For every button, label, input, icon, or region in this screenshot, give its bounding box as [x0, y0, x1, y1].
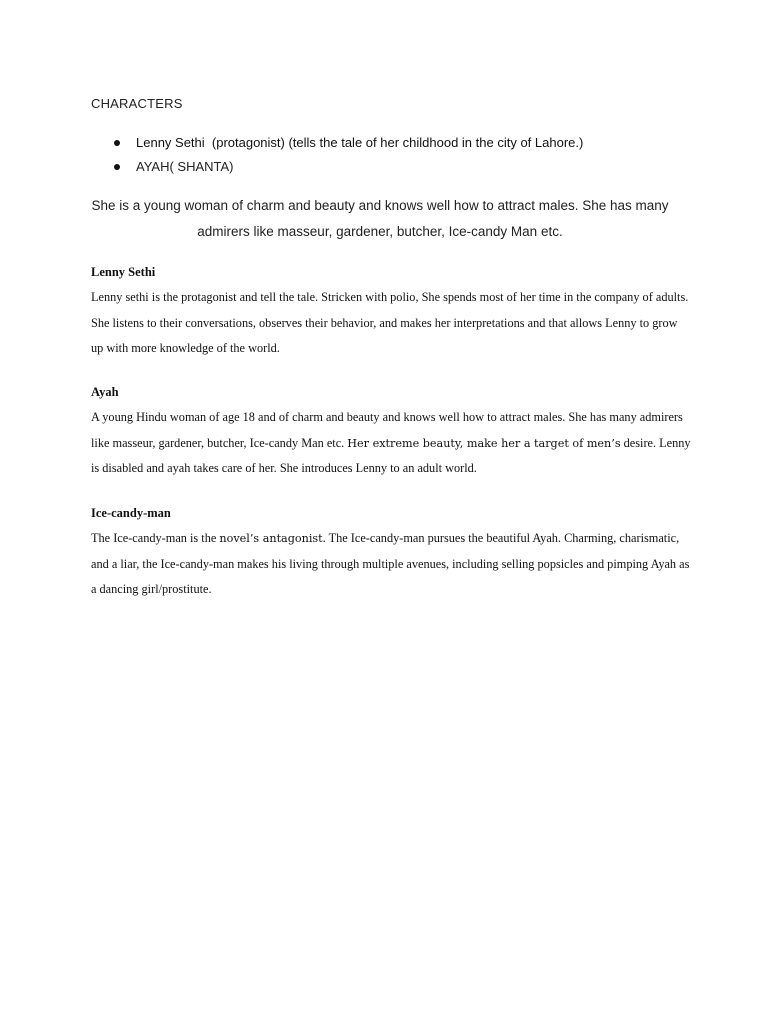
- character-bullet-list: [91, 133, 711, 181]
- bullet-dot-icon: [114, 164, 120, 170]
- section-title-ayah: Ayah: [91, 385, 119, 399]
- ayah-text-part-3: desire. Lenny is disabled and ayah takes care of her. She introduces Lenny to an adult world.: [91, 435, 691, 475]
- section-text-ayah: [91, 405, 691, 482]
- bullet-text-ayah: AYAH( SHANTA): [136, 159, 234, 174]
- ice-candy-text-part-1: The Ice-candy-man is the: [91, 531, 220, 545]
- bullet-text-lenny: Lenny Sethi (protagonist) (tells the tale of her childhood in the city of Lahore.): [136, 135, 584, 150]
- ice-candy-text-part-2: novel’s antagonist: [219, 532, 323, 545]
- bullet-dot-icon: [114, 140, 120, 146]
- section-title-ice-candy-man: Ice-candy-man: [91, 506, 171, 520]
- section-text-ice-candy-man: [91, 526, 691, 603]
- ayah-text-part-2: Her extreme beauty, make her a target of men’s: [347, 436, 621, 450]
- bullet-item-lenny: [91, 133, 711, 157]
- ayah-text-part-1: A young Hindu woman of age 18 and of charm and beauty and knows well how to attract males. She has many admirers like masseur, gardener, butcher, Ice-candy Man etc.: [91, 410, 683, 450]
- ice-candy-text-part-3: . The Ice-candy-man pursues the beautiful Ayah. Charming, charismatic, and a liar, the Ice-candy-man makes his living through multiple avenues, including selling popsicles and pimping Ayah as a dancing girl/prostitute.: [91, 531, 690, 596]
- section-text-lenny-sethi: Lenny sethi is the protagonist and tell the tale. Stricken with polio, She spends most of her time in the company of adults. She listens to their conversations, observes their behavior, and makes her interpretations and that allows Lenny to grow up with more knowledge of the world.: [91, 290, 689, 355]
- section-title-lenny-sethi: Lenny Sethi: [91, 265, 156, 279]
- characters-heading: CHARACTERS: [91, 96, 183, 111]
- intro-paragraph: She is a young woman of charm and beauty and knows well how to attract males. She has many admirers like masseur, gardener, butcher, Ice-candy Man etc.: [91, 198, 669, 239]
- bullet-item-ayah: [91, 157, 711, 181]
